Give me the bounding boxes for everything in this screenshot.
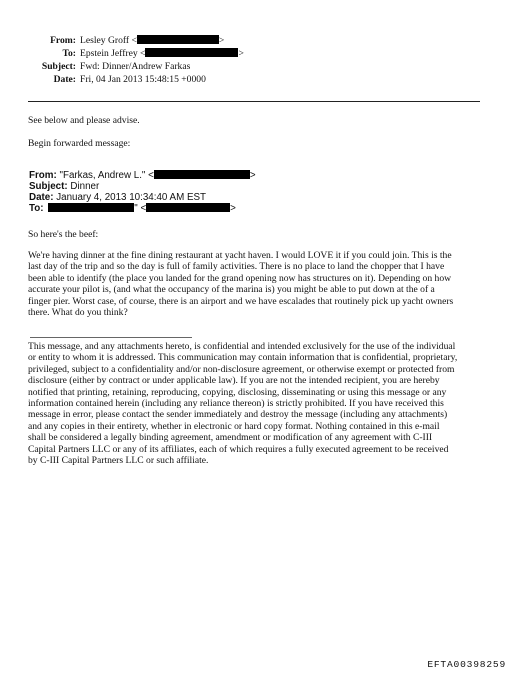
header-from-name: Lesley Groff <: [80, 35, 137, 46]
disclaimer-line: disclosure (either by contract or under applicable law). If you are not the intended recipient, you are hereby: [28, 375, 440, 387]
header-from-value: [80, 35, 224, 46]
redaction-block: [146, 203, 230, 212]
header-from-close: >: [218, 35, 225, 46]
forwarded-date-value: January 4, 2013 10:34:40 AM EST: [56, 192, 207, 203]
disclaimer-line: and any copies in their entirety, whether in electronic or hard copy format. Nothing contained in this e-mail: [28, 420, 440, 432]
forwarded-to-label: To:: [29, 203, 44, 214]
disclaimer-line: This message, and any attachments hereto, is confidential and intended exclusively for the use of the individual: [28, 341, 456, 352]
disclaimer-line: message in error, please contact the sender immediately and destroy the message (including any attachments): [28, 409, 448, 421]
document-id: EFTA00398259: [427, 659, 506, 670]
disclaimer-paragraph: [28, 341, 480, 466]
header-to-row: [0, 48, 300, 61]
redaction-block: [145, 48, 238, 57]
header-to-label: To:: [62, 48, 76, 59]
message-line: finger pier. Worst case, of course, there is an airport and we have escalades that routinely pick up yacht owners: [28, 295, 454, 307]
message-paragraph: [28, 250, 480, 318]
signature-divider: [30, 337, 192, 338]
disclaimer-line: by C-III Capital Partners LLC or such affiliate.: [28, 455, 209, 467]
header-to-value: [80, 48, 244, 59]
forwarded-date-label: Date:: [29, 192, 54, 203]
forwarded-from-label: From:: [29, 170, 57, 181]
disclaimer-line: privileged, subject to a confidentiality and/or non-disclosure agreement, or otherwise exempt or protected from: [28, 363, 455, 375]
redaction-block: [137, 35, 219, 44]
message-line: last day of the trip and so the day is full of family activities. There is no place to land the chopper that I have: [28, 261, 445, 273]
header-subject-label: Subject:: [41, 61, 76, 72]
forwarded-from-value: "Farkas, Andrew L." <: [59, 170, 154, 181]
redaction-block: [154, 170, 250, 179]
header-subject-value: Fwd: Dinner/Andrew Farkas: [80, 61, 191, 72]
forwarded-from-row: [29, 170, 256, 181]
message-line: been able to identify (the place you landed for the grand opening now has structures on it). Depending on how: [28, 272, 452, 284]
forwarded-to-row: [29, 203, 236, 214]
header-from-row: [0, 35, 300, 48]
disclaimer-line: shall be considered a legally binding agreement, amendment or modification of any agreement with C-III: [28, 432, 433, 444]
header-date-value: Fri, 04 Jan 2013 15:48:15 +0000: [80, 74, 206, 85]
header-subject-row: [0, 61, 300, 74]
disclaimer-line: information contained herein (including any reliance thereon) is strictly prohibited. If you have received this: [28, 398, 444, 410]
header-date-row: [0, 74, 300, 87]
disclaimer-line: or entity to whom it is addressed. This communication may contain information that is confidential, proprietary,: [28, 352, 458, 364]
message-line: accurate your pilot is, (and what the occupancy of the marina is) you might be able to put down at the of a: [28, 284, 435, 296]
forwarded-subject-label: Subject:: [29, 181, 68, 192]
begin-forwarded-text: Begin forwarded message:: [28, 138, 131, 149]
disclaimer-line: Capital Partners LLC or any of its affiliates, each of which requires a fully executed agreement to be received: [28, 443, 449, 455]
forwarded-subject-value: Dinner: [70, 181, 100, 192]
advise-text: See below and please advise.: [28, 115, 140, 126]
redaction-block: [48, 203, 134, 212]
message-line: there. What do you think?: [28, 307, 128, 319]
forwarded-to-mid: " <: [134, 203, 147, 214]
forwarded-date-row: [29, 192, 206, 203]
forwarded-from-close: >: [249, 170, 256, 181]
message-line: We're having dinner at the fine dining restaurant at yacht haven. I would LOVE it if you could join. This is the: [28, 250, 452, 261]
disclaimer-line: notified that printing, retaining, reproducing, copying, disclosing, disseminating or using this message or any: [28, 386, 447, 398]
header-divider: [28, 101, 480, 102]
header-to-name: Epstein Jeffrey <: [80, 48, 146, 59]
header-from-label: From:: [50, 35, 76, 46]
forwarded-subject-row: [29, 181, 99, 192]
header-to-close: >: [238, 48, 244, 59]
forwarded-to-close: >: [230, 203, 236, 214]
header-date-label: Date:: [53, 74, 76, 85]
greeting-text: So here's the beef:: [28, 229, 99, 240]
